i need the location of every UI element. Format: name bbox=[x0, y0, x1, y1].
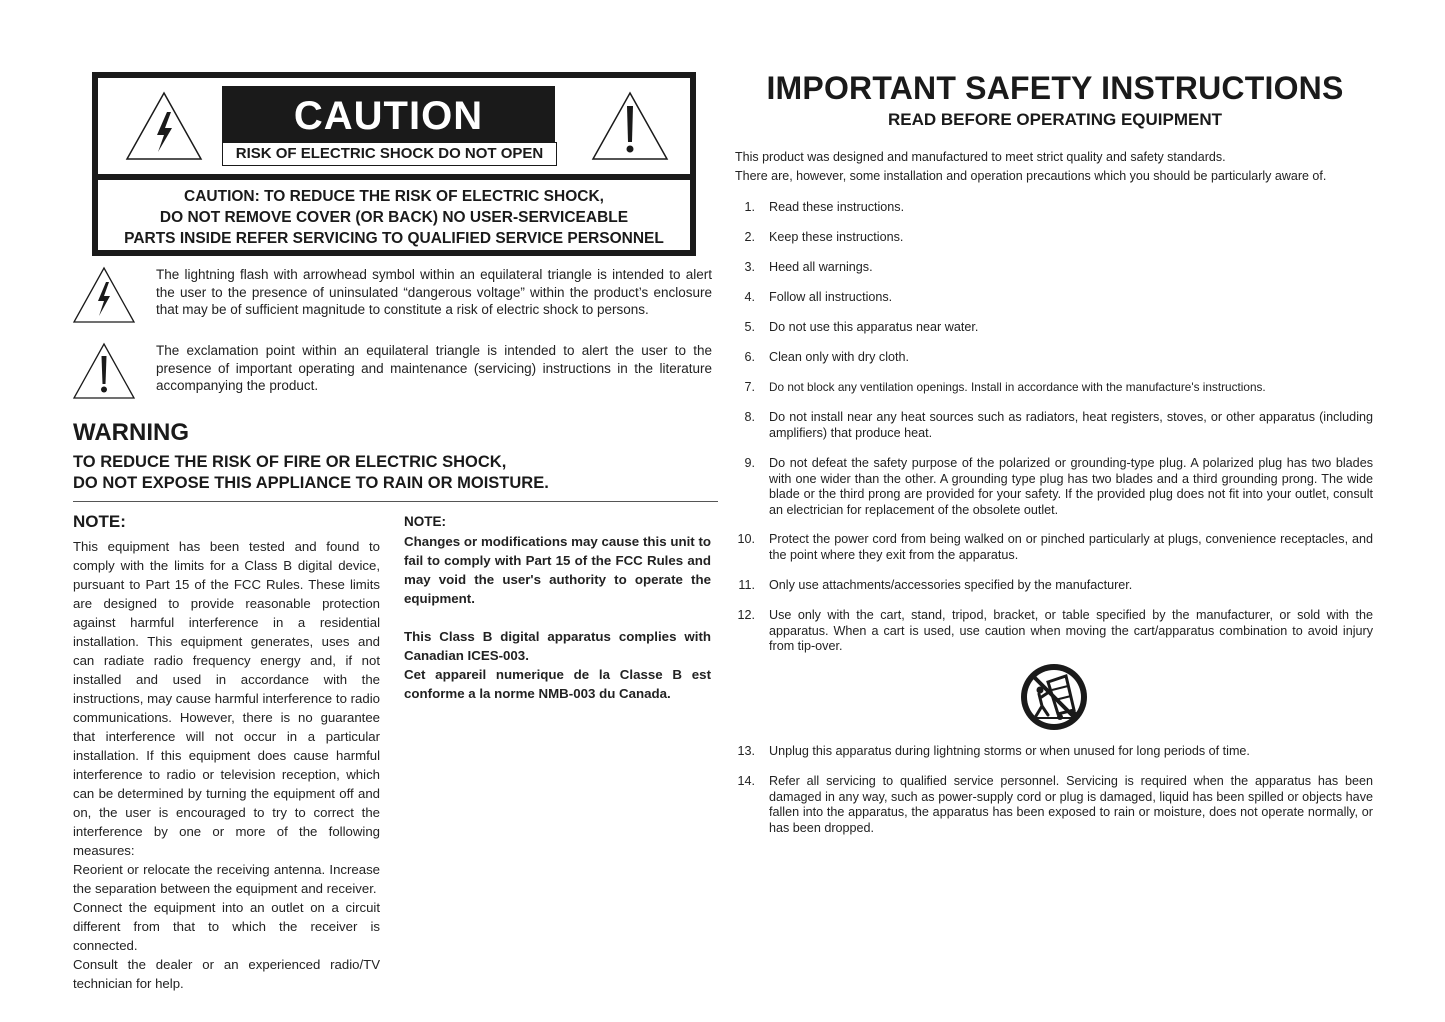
instruction-number: 9. bbox=[744, 456, 755, 470]
page-subtitle: READ BEFORE OPERATING EQUIPMENT bbox=[887, 110, 1223, 129]
exclamation-explanation bbox=[72, 342, 712, 402]
caution-box bbox=[92, 72, 696, 256]
warning-line-2: DO NOT EXPOSE THIS APPLIANCE TO RAIN OR MOISTURE. bbox=[73, 474, 549, 492]
instruction-number: 6. bbox=[744, 350, 755, 364]
lightning-explanation bbox=[72, 266, 712, 326]
instruction-number: 12. bbox=[737, 608, 755, 622]
instruction-text: Clean only with dry cloth. bbox=[769, 350, 909, 364]
modification-note-title: NOTE: bbox=[404, 514, 446, 529]
fcc-note-paragraph: This equipment has been tested and found to comply with the limits for a Class B digital device, pursuant to Part 15 of the FCC Rules. These limits are designed to provide reasonable protection against harmful interference in a residential installation. This equipment generates, uses and can radiate radio frequency energy and, if not installed and used in accordance with the instructions, may cause harmful interference to radio communications. However, there is no guarantee that interference will not occur in a particular installation. If this equipment does cause harmful interference to radio or television reception, which can be determined by turning the equipment off and on, the user is encouraged to try to correct the interference by one or more of the following measures: bbox=[73, 539, 380, 858]
instruction-text: Follow all instructions. bbox=[769, 290, 893, 304]
instruction-text: Only use attachments/accessories specified by the manufacturer. bbox=[769, 578, 1133, 592]
instruction-number: 2. bbox=[744, 230, 755, 244]
instruction-number: 7. bbox=[744, 380, 755, 394]
caution-subtitle: RISK OF ELECTRIC SHOCK DO NOT OPEN bbox=[222, 142, 557, 166]
instruction-text: Keep these instructions. bbox=[769, 230, 904, 244]
intro-line-1: This product was designed and manufactured to meet strict quality and safety standards. bbox=[735, 150, 1226, 164]
instruction-number: 4. bbox=[744, 290, 755, 304]
caution-text bbox=[98, 186, 690, 249]
instruction-number: 13. bbox=[737, 744, 755, 758]
instruction-number: 8. bbox=[744, 410, 755, 424]
fcc-note-body bbox=[73, 537, 380, 993]
instruction-number: 14. bbox=[737, 774, 755, 788]
exclamation-warning-icon bbox=[590, 90, 670, 162]
fcc-measure-2: Connect the equipment into an outlet on a circuit different from that to which the receiver is connected. bbox=[73, 900, 380, 953]
instruction-text: Protect the power cord from being walked on or pinched particularly at plugs, convenience receptacles, and the point where they exit from the apparatus. bbox=[769, 532, 1373, 562]
instruction-number: 5. bbox=[744, 320, 755, 334]
instruction-text: Heed all warnings. bbox=[769, 260, 873, 274]
lightning-description: The lightning flash with arrowhead symbol within an equilateral triangle is intended to alert the user to the presence of uninsulated “dangerous voltage” within the product’s enclosure that may be of sufficient magnitude to constitute a risk of electric shock to persons. bbox=[156, 267, 712, 317]
page-title: IMPORTANT SAFETY INSTRUCTIONS bbox=[766, 70, 1344, 106]
instruction-text: Do not use this apparatus near water. bbox=[769, 320, 979, 334]
instruction-text: Unplug this apparatus during lightning storms or when unused for long periods of time. bbox=[769, 744, 1250, 758]
caution-banner: CAUTION bbox=[222, 86, 555, 147]
instruction-text: Use only with the cart, stand, tripod, bracket, or table specified by the manufacturer, or sold with the apparatus. When a cart is used, use caution when moving the cart/apparatus combination to avoid injury from tip-over. bbox=[769, 608, 1373, 653]
instruction-number: 3. bbox=[744, 260, 755, 274]
nmb-compliance-text: Cet appareil numerique de la Classe B est conforme a la norme NMB-003 du Canada. bbox=[404, 667, 711, 701]
instruction-number: 11. bbox=[738, 578, 755, 592]
caution-divider bbox=[98, 174, 690, 180]
warning-title: WARNING bbox=[73, 419, 189, 446]
caution-line-2: DO NOT REMOVE COVER (OR BACK) NO USER-SERVICEABLE bbox=[159, 209, 629, 226]
instruction-text: Do not defeat the safety purpose of the polarized or grounding-type plug. A polarized plug has two blades with one wider than the other. A grounding type plug has two blades and a third grounding prong. The wide blade or the third prong are provided for your safety. If the provided plug does not fit into your outlet, consult an electrician for replacement of the obsolete outlet. bbox=[769, 456, 1373, 517]
instruction-text: Read these instructions. bbox=[769, 200, 905, 214]
section-divider bbox=[73, 501, 718, 502]
ices-compliance-text: This Class B digital apparatus complies with Canadian ICES-003. bbox=[404, 629, 711, 663]
caution-line-3: PARTS INSIDE REFER SERVICING TO QUALIFIED SERVICE PERSONNEL bbox=[124, 230, 664, 247]
modification-note-body bbox=[404, 532, 711, 703]
warning-text bbox=[73, 452, 549, 494]
intro-line-2: There are, however, some installation and operation precautions which you should be particularly aware of. bbox=[735, 169, 1327, 183]
exclamation-triangle-icon bbox=[72, 342, 136, 400]
modification-note-paragraph: Changes or modifications may cause this unit to fail to comply with Part 15 of the FCC Rules and may void the user's authority to operate the equipment. bbox=[404, 534, 711, 606]
warning-line-1: TO REDUCE THE RISK OF FIRE OR ELECTRIC SHOCK, bbox=[73, 453, 507, 471]
cart-tipover-warning-icon bbox=[1018, 662, 1090, 732]
instruction-text: Do not block any ventilation openings. Install in accordance with the manufacture's instructions. bbox=[769, 380, 1266, 394]
instruction-text: Refer all servicing to qualified service personnel. Servicing is required when the apparatus has been damaged in any way, such as power-supply cord or plug is damaged, liquid has been spilled or objects have fallen into the apparatus, the apparatus has been exposed to rain or moisture, does not operate normally, or has been dropped. bbox=[769, 774, 1373, 835]
caution-line-1: CAUTION: TO REDUCE THE RISK OF ELECTRIC SHOCK, bbox=[184, 188, 604, 205]
instruction-number: 10. bbox=[737, 532, 755, 546]
fcc-measure-3: Consult the dealer or an experienced radio/TV technician for help. bbox=[73, 957, 380, 991]
fcc-measure-1: Reorient or relocate the receiving antenna. Increase the separation between the equipment and receiver. bbox=[73, 862, 380, 896]
exclamation-description: The exclamation point within an equilateral triangle is intended to alert the user to the presence of important operating and maintenance (servicing) instructions in the literature accompanying the product. bbox=[156, 343, 712, 393]
instruction-text: Do not install near any heat sources such as radiators, heat registers, stoves, or other apparatus (including amplifiers) that produce heat. bbox=[769, 410, 1373, 440]
fcc-note-title: NOTE: bbox=[73, 512, 126, 531]
lightning-triangle-icon bbox=[72, 266, 136, 324]
instruction-number: 1. bbox=[744, 200, 755, 214]
lightning-warning-icon bbox=[124, 90, 204, 162]
